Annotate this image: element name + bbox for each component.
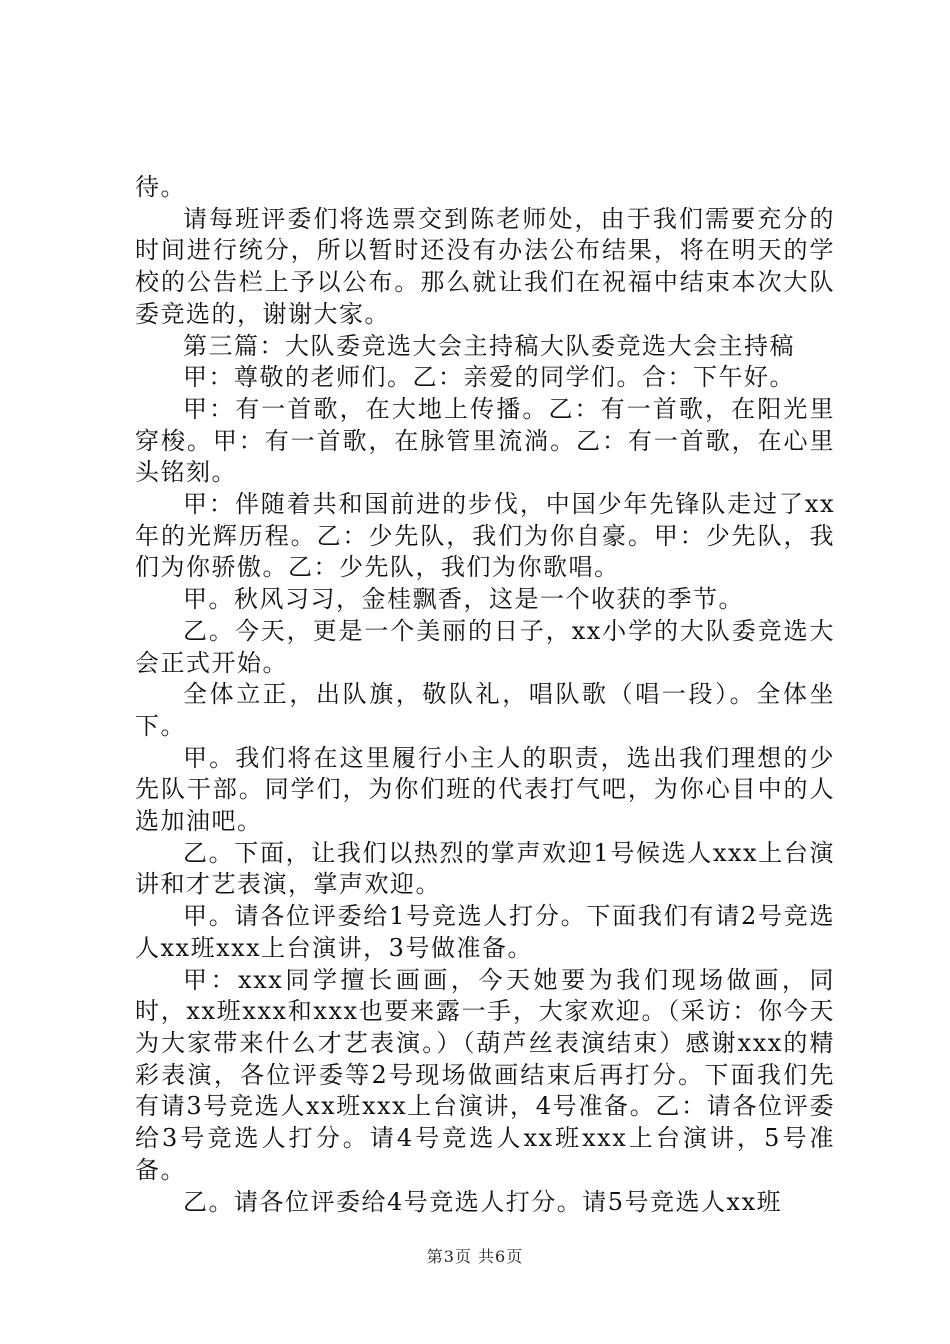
paragraph: 甲：伴随着共和国前进的步伐，中国少年先锋队走过了xx年的光辉历程。乙：少先队，我们为你自豪。甲：少先队，我们为你骄傲。乙：少先队，我们为你歌唱。 [135,490,835,582]
page-number-footer: 第3页 共6页 [426,1247,524,1266]
paragraph: 乙。下面，让我们以热烈的掌声欢迎1号候选人xxx上台演讲和才艺表演，掌声欢迎。 [135,838,835,899]
paragraph: 甲：有一首歌，在大地上传播。乙：有一首歌，在阳光里穿梭。甲：有一首歌，在脉管里流淌。乙：有一首歌，在心里头铭刻。 [135,394,835,487]
paragraph: 全体立正，出队旗，敬队礼，唱队歌（唱一段）。全体坐下。 [135,680,835,740]
paragraph: 甲。秋风习习，金桂飘香，这是一个收获的季节。 [183,585,744,614]
paragraph: 请每班评委们将选票交到陈老师处，由于我们需要充分的时间进行统分，所以暂时还没有办法公布结果，将在明天的学校的公告栏上予以公布。那么就让我们在祝福中结束本次大队委竞选的，谢谢大家。 [135,204,835,328]
section-heading: 第三篇：大队委竞选大会主持稿大队委竞选大会主持稿 [183,331,795,360]
document-body [135,172,835,1218]
paragraph: 乙。今天，更是一个美丽的日子，xx小学的大队委竞选大会正式开始。 [135,616,835,677]
paragraph: 甲。请各位评委给1号竞选人打分。下面我们有请2号竞选人xx班xxx上台演讲，3号做准备。 [135,902,835,962]
paragraph-continuation: 待。 [135,173,186,201]
paragraph: 甲：尊敬的老师们。乙：亲爱的同学们。合：下午好。 [183,363,795,392]
paragraph: 甲。我们将在这里履行小主人的职责，选出我们理想的少先队干部。同学们，为你们班的代表打气吧，为你心目中的人选加油吧。 [135,743,835,836]
paragraph: 甲：xxx同学擅长画画，今天她要为我们现场做画，同时，xx班xxx和xxx也要来露一手，大家欢迎。（采访：你今天为大家带来什么才艺表演。）（葫芦丝表演结束）感谢xxx的精彩表演，各位评委等2号现场做画结束后再打分。下面我们先有请3号竞选人xx班xxx上台演讲，4号准备。乙：请各位评委给3号竞选人打分。请4号竞选人xx班xxx上台演讲，5号准备。 [135,965,835,1184]
paragraph: 乙。请各位评委给4号竞选人打分。请5号竞选人xx班 [183,1187,783,1216]
